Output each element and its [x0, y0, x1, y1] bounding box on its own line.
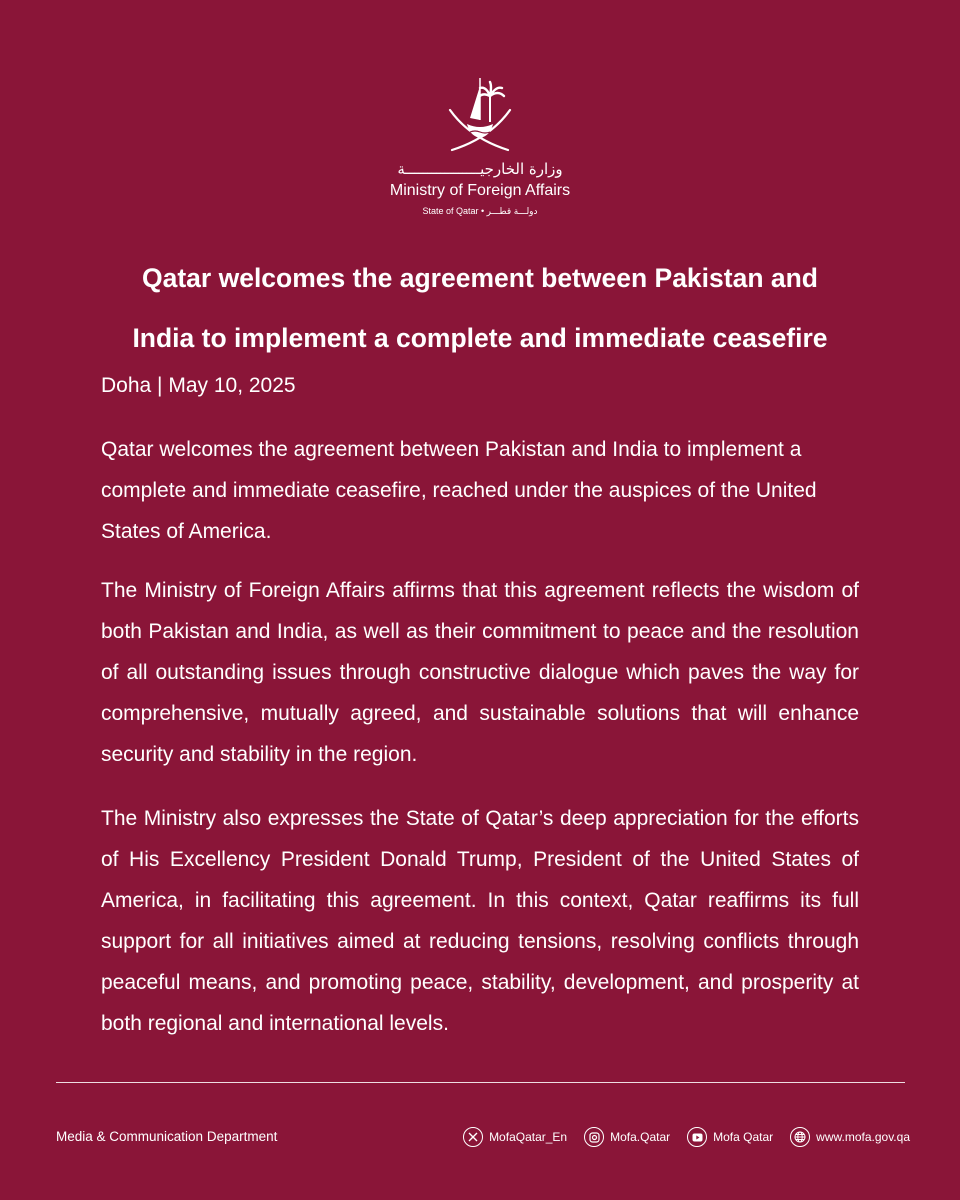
- paragraph-2: The Ministry of Foreign Affairs affirms that this agreement reflects the wisdom of both Pakistan and India, as well as their commitment to peace and the resolution of all outstanding issues through constructive dialogue which paves the way for comprehensive, mutually agreed, and sustainable solutions that will enhance security and stability in the region.: [101, 579, 859, 766]
- globe-icon: [790, 1127, 810, 1147]
- social-links: [446, 1127, 910, 1147]
- x-icon: [463, 1127, 483, 1147]
- ministry-logo: [0, 72, 960, 217]
- social-label: Mofa Qatar: [713, 1130, 774, 1144]
- social-link-website[interactable]: [790, 1127, 910, 1147]
- department-label: Media & Communication Department: [56, 1129, 278, 1144]
- social-label: Mofa.Qatar: [610, 1130, 671, 1144]
- social-label: www.mofa.gov.qa: [816, 1130, 910, 1144]
- social-label: MofaQatar_En: [489, 1130, 568, 1144]
- paragraph-1: Qatar welcomes the agreement between Pakistan and India to implement a complete and immediate ceasefire, reached under the auspices of the United States of America.: [101, 438, 817, 543]
- social-link-youtube[interactable]: [687, 1127, 773, 1147]
- state-label: State of Qatar • دولـــة قطـــر: [422, 206, 538, 216]
- paragraph-3: The Ministry also expresses the State of Qatar’s deep appreciation for the efforts of His Excellency President Donald Trump, President of the United States of America, in facilitating this agreement. In this context, Qatar reaffirms its full support for all initiatives aimed at reducing tensions, resolving conflicts through peaceful means, and promoting peace, stability, development, and prosperity at both regional and international levels.: [101, 807, 859, 1035]
- ministry-name-arabic: وزارة الخارجيـــــــــــــــــة: [397, 160, 563, 178]
- qatar-emblem-icon: [440, 72, 520, 154]
- social-link-x[interactable]: [463, 1127, 567, 1147]
- headline-line-1: Qatar welcomes the agreement between Pakistan and: [142, 263, 818, 293]
- headline-line-2: India to implement a complete and immediate ceasefire: [132, 323, 828, 353]
- ministry-name-english: Ministry of Foreign Affairs: [389, 182, 571, 199]
- page-title: [60, 248, 900, 368]
- social-link-instagram[interactable]: [584, 1127, 670, 1147]
- footer-divider: [56, 1082, 905, 1083]
- instagram-icon: [584, 1127, 604, 1147]
- dateline: Doha | May 10, 2025: [101, 374, 296, 397]
- youtube-icon: [687, 1127, 707, 1147]
